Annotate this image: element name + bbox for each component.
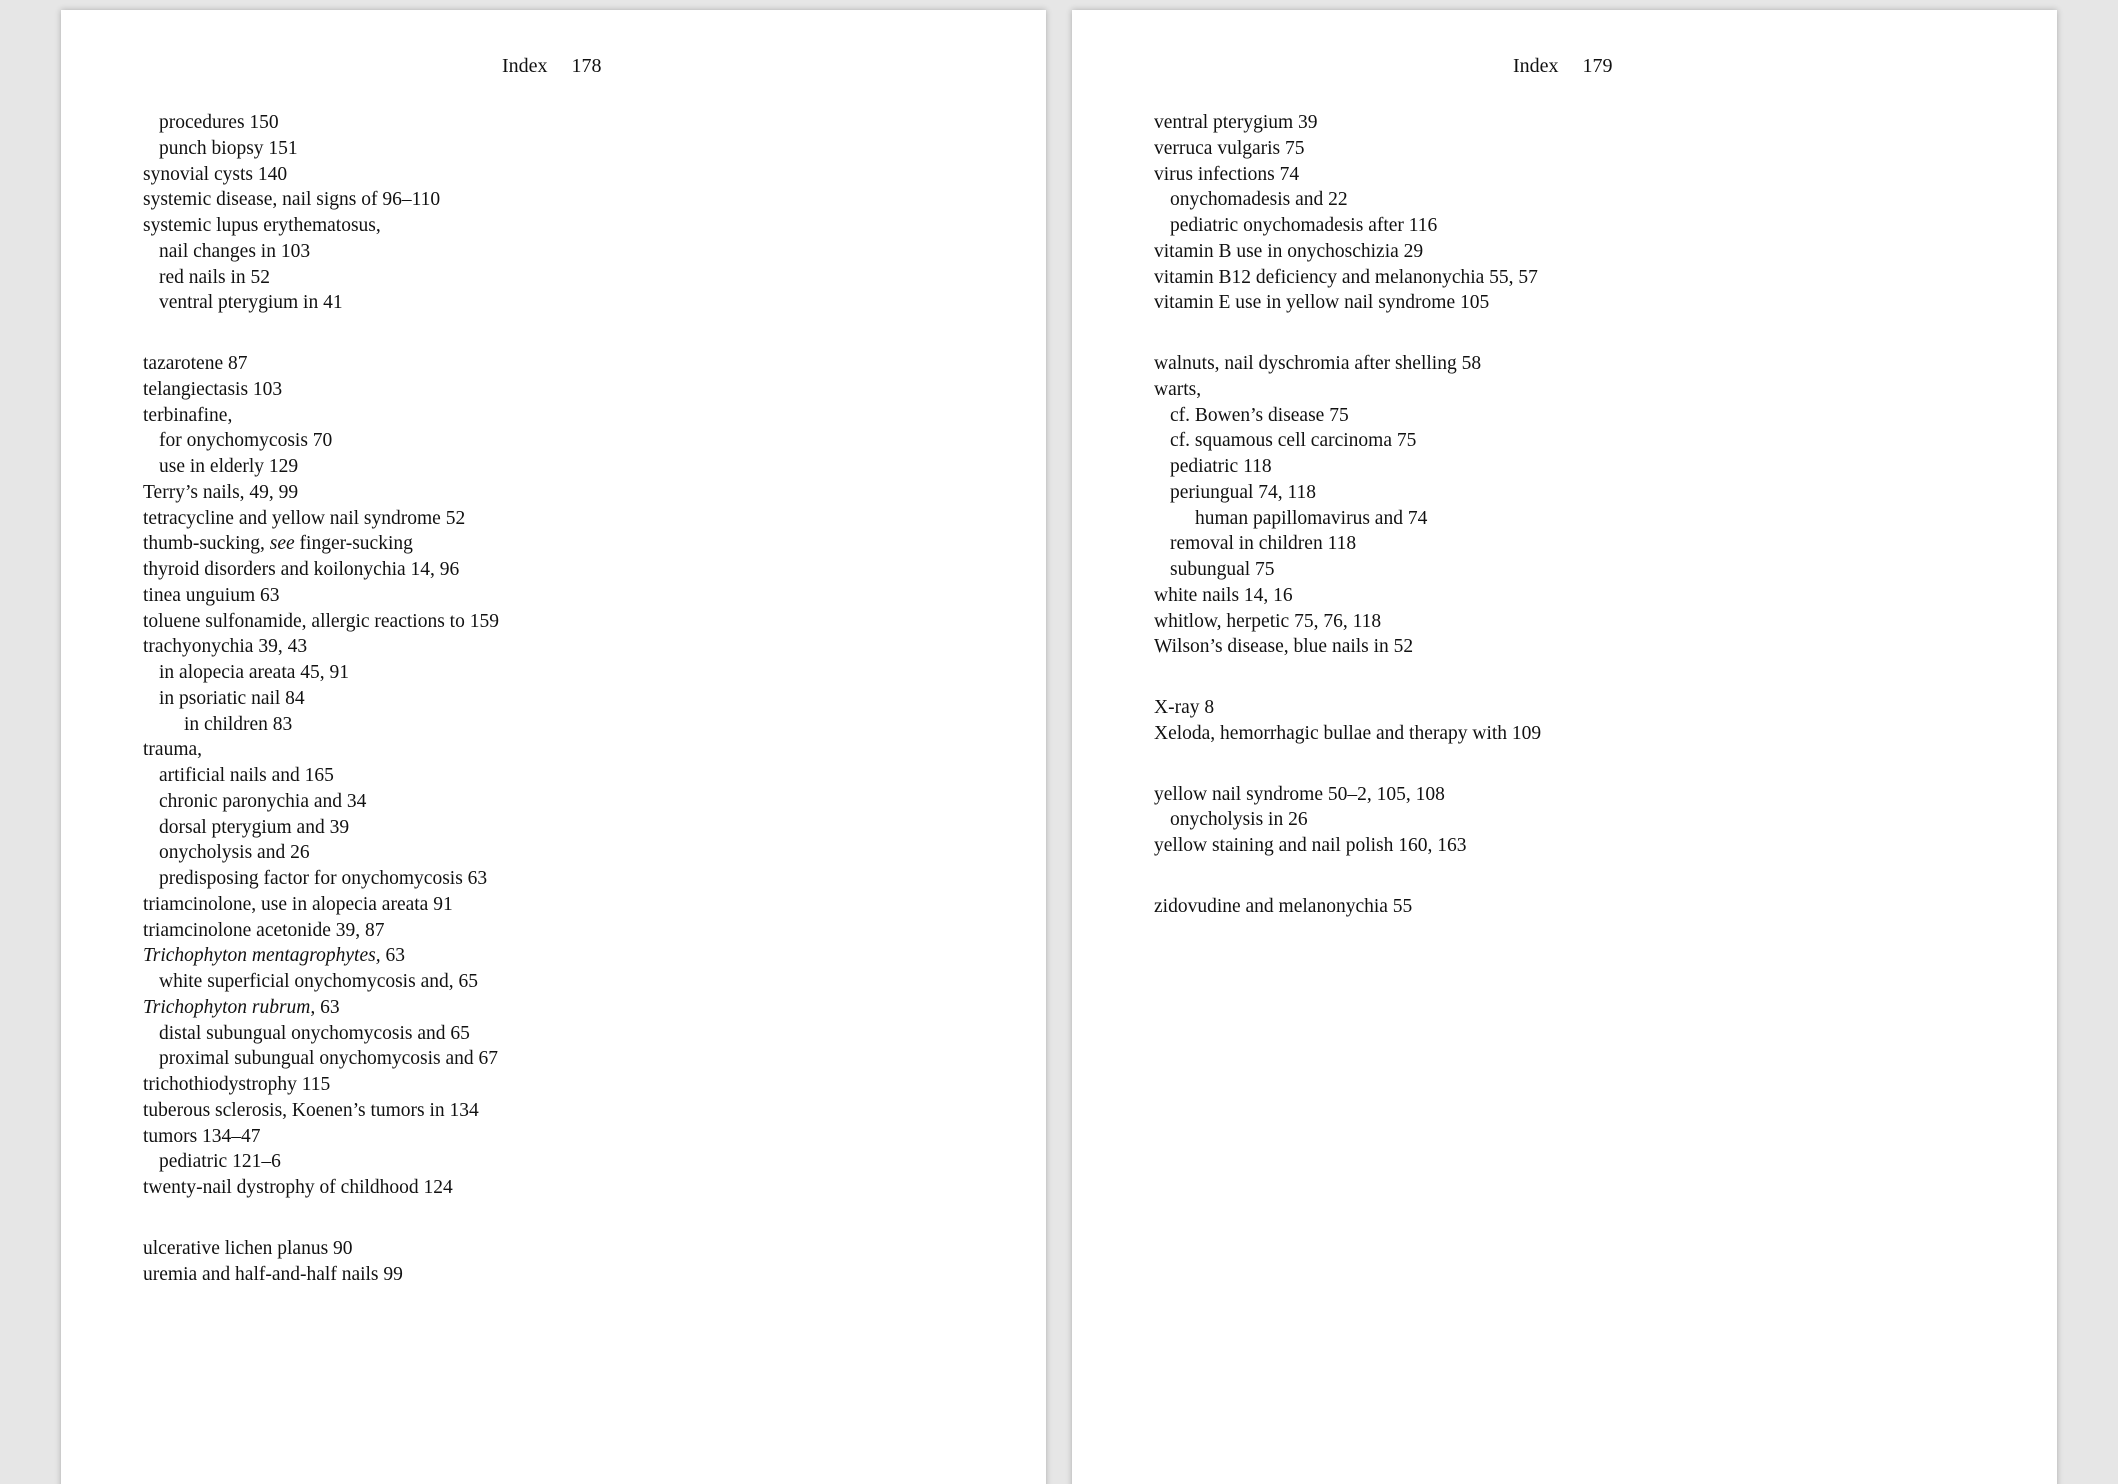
- index-entry: zidovudine and melanonychia 55: [1154, 895, 1413, 917]
- index-subentry: onychomadesis and 22: [1170, 189, 1348, 211]
- index-subentry: removal in children 118: [1170, 533, 1357, 555]
- index-entry: [143, 531, 1023, 557]
- running-header: [1513, 56, 1613, 76]
- index-entry: white nails 14, 16: [1154, 584, 1293, 606]
- entry-italic-text: see: [269, 533, 295, 555]
- index-entry: uremia and half-and-half nails 99: [143, 1263, 403, 1285]
- index-entry: systemic disease, nail signs of 96–110: [143, 189, 441, 211]
- index-entry: X-ray 8: [1154, 697, 1215, 718]
- document-page-left: [61, 10, 1046, 1484]
- index-subentry: onycholysis and 26: [159, 842, 310, 864]
- entry-text: finger-sucking: [294, 533, 413, 555]
- page-number: 179: [1582, 55, 1613, 77]
- index-entry: thyroid disorders and koilonychia 14, 96: [143, 559, 460, 580]
- index-subentry: predisposing factor for onychomycosis 63: [159, 868, 488, 889]
- index-entry: toluene sulfonamide, allergic reactions to 159: [143, 610, 499, 632]
- index-subentry: for onychomycosis 70: [159, 430, 333, 452]
- index-entry: yellow staining and nail polish 160, 163: [1154, 835, 1467, 856]
- index-entry: synovial cysts 140: [143, 163, 288, 185]
- letter-group-gap: [1154, 859, 2034, 894]
- index-entries: [1154, 110, 2034, 920]
- index-entry: vitamin E use in yellow nail syndrome 105: [1154, 292, 1490, 314]
- index-entry: walnuts, nail dyschromia after shelling 58: [1154, 353, 1482, 374]
- index-entry: yellow nail syndrome 50–2, 105, 108: [1154, 783, 1445, 805]
- index-entry: [143, 943, 1023, 969]
- index-entry: tumors 134–47: [143, 1125, 261, 1147]
- index-entries: [143, 110, 1023, 1287]
- index-subentry: chronic paronychia and 34: [159, 790, 367, 812]
- index-subentry: cf. squamous cell carcinoma 75: [1170, 430, 1417, 452]
- index-subentry: use in elderly 129: [159, 456, 299, 477]
- index-entry: tetracycline and yellow nail syndrome 52: [143, 507, 466, 529]
- index-entry: twenty-nail dystrophy of childhood 124: [143, 1177, 453, 1198]
- index-entry: tazarotene 87: [143, 353, 248, 374]
- letter-group-gap: [1154, 660, 2034, 695]
- entry-text: 63: [380, 945, 405, 967]
- index-subentry: pediatric 118: [1170, 456, 1272, 477]
- entry-text: thumb-sucking,: [143, 533, 270, 555]
- index-entry: vitamin B12 deficiency and melanonychia 55, 57: [1154, 266, 1538, 288]
- index-entry: Xeloda, hemorrhagic bullae and therapy with 109: [1154, 722, 1542, 744]
- index-entry: trichothiodystrophy 115: [143, 1074, 331, 1095]
- page-number: 178: [571, 55, 602, 77]
- index-subentry: procedures 150: [159, 112, 279, 133]
- entry-text: 63: [315, 996, 340, 1018]
- index-entry: triamcinolone, use in alopecia areata 91: [143, 893, 453, 915]
- running-header: [502, 56, 602, 76]
- index-entry: verruca vulgaris 75: [1154, 137, 1305, 159]
- index-subentry: red nails in 52: [159, 266, 271, 288]
- index-subentry: proximal subungual onychomycosis and 67: [159, 1048, 499, 1070]
- index-subentry: in alopecia areata 45, 91: [159, 662, 350, 683]
- index-subentry: human papillomavirus and 74: [1195, 507, 1428, 529]
- index-subentry: punch biopsy 151: [159, 137, 298, 159]
- index-entry: ulcerative lichen planus 90: [143, 1237, 353, 1259]
- index-entry: Terry’s nails, 49, 99: [143, 481, 299, 503]
- header-label: Index: [502, 55, 548, 77]
- index-entry: systemic lupus erythematosus,: [143, 215, 381, 236]
- index-entry: trachyonychia 39, 43: [143, 636, 308, 658]
- index-entry: tinea unguium 63: [143, 584, 280, 606]
- letter-group-gap: [1154, 316, 2034, 351]
- index-subentry: dorsal pterygium and 39: [159, 816, 350, 838]
- index-entry: virus infections 74: [1154, 163, 1300, 185]
- entry-italic-text: Trichophyton rubrum,: [143, 996, 316, 1018]
- index-subentry: cf. Bowen’s disease 75: [1170, 404, 1349, 426]
- index-entry: whitlow, herpetic 75, 76, 118: [1154, 610, 1382, 632]
- index-subentry: artificial nails and 165: [159, 765, 334, 786]
- index-entry: ventral pterygium 39: [1154, 112, 1318, 133]
- index-entry: telangiectasis 103: [143, 378, 283, 400]
- index-subentry: nail changes in 103: [159, 240, 311, 262]
- index-subentry: periungual 74, 118: [1170, 481, 1317, 503]
- letter-group-gap: [143, 1201, 1023, 1236]
- index-entry: trauma,: [143, 739, 203, 761]
- index-subentry: white superficial onychomycosis and, 65: [159, 971, 478, 992]
- index-subentry: pediatric 121–6: [159, 1151, 281, 1173]
- index-entry: tuberous sclerosis, Koenen’s tumors in 134: [143, 1099, 479, 1121]
- letter-group-gap: [1154, 747, 2034, 782]
- document-page-right: [1072, 10, 2057, 1484]
- index-entry: terbinafine,: [143, 404, 233, 426]
- index-entry: triamcinolone acetonide 39, 87: [143, 919, 385, 941]
- index-subentry: onycholysis in 26: [1170, 809, 1308, 831]
- letter-group-gap: [143, 316, 1023, 351]
- index-subentry: in children 83: [184, 713, 293, 735]
- index-entry: Wilson’s disease, blue nails in 52: [1154, 636, 1414, 658]
- index-entry: vitamin B use in onychoschizia 29: [1154, 240, 1424, 262]
- index-subentry: ventral pterygium in 41: [159, 292, 343, 314]
- index-subentry: subungual 75: [1170, 559, 1275, 580]
- entry-italic-text: Trichophyton mentagrophytes,: [143, 945, 381, 967]
- index-entry: [143, 995, 1023, 1021]
- index-entry: warts,: [1154, 378, 1202, 400]
- header-label: Index: [1513, 55, 1559, 77]
- index-subentry: pediatric onychomadesis after 116: [1170, 215, 1438, 236]
- index-subentry: in psoriatic nail 84: [159, 687, 305, 709]
- index-subentry: distal subungual onychomycosis and 65: [159, 1022, 470, 1044]
